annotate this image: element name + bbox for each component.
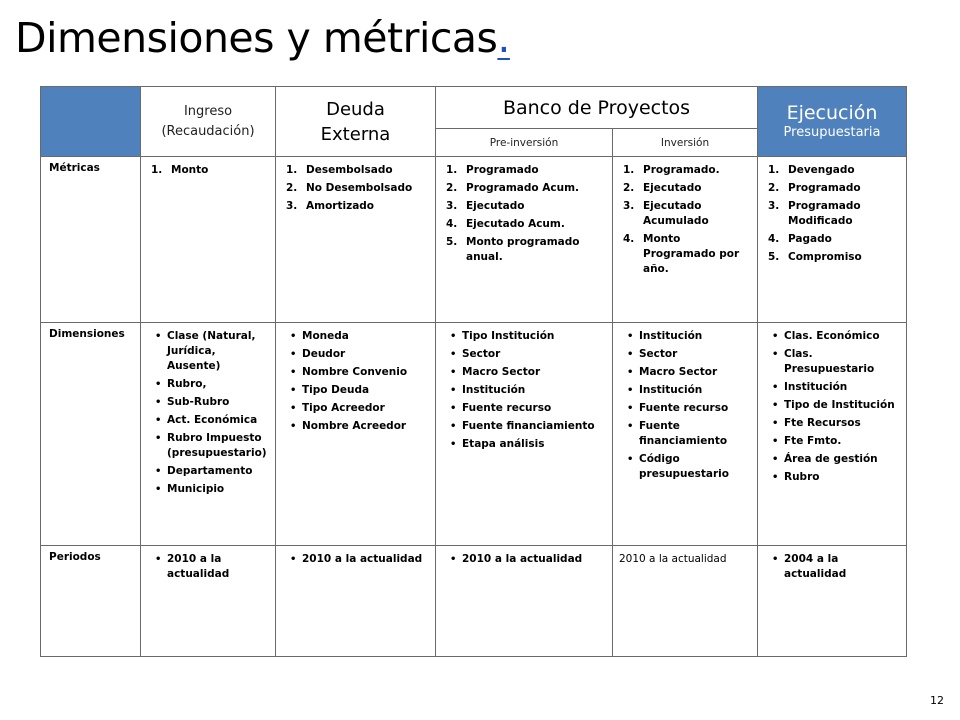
list-item: • Fte Recursos xyxy=(772,416,902,431)
dimensiones-inversion-list xyxy=(613,323,757,482)
header-preinversion xyxy=(436,129,613,157)
list-item: • Macro Sector xyxy=(450,365,608,380)
list-item: • Código presupuestario xyxy=(627,452,753,482)
list-item: 1. Programado xyxy=(446,164,539,176)
list-item: • Sector xyxy=(450,347,608,362)
list-item: • Nombre Acreedor xyxy=(290,419,431,434)
header-ejecucion-line1: Ejecución xyxy=(786,102,878,124)
list-item: 5. Monto programado anual. xyxy=(446,236,580,263)
dimensiones-deuda-list xyxy=(276,323,435,434)
list-item: • Rubro, xyxy=(155,377,271,392)
header-ejecucion-line2: Presupuestaria xyxy=(783,125,881,140)
periodos-preinversion-list xyxy=(436,546,612,567)
list-item: • Institución xyxy=(627,383,753,398)
list-item: • Moneda xyxy=(290,329,431,344)
metricas-inversion-list xyxy=(613,157,757,277)
list-item: 4. Monto Programado por año. xyxy=(623,233,740,275)
metricas-deuda-list xyxy=(276,157,435,214)
list-item: • Tipo Deuda xyxy=(290,383,431,398)
row-label-dimensiones: Dimensiones xyxy=(41,323,141,546)
row-metricas xyxy=(41,157,907,323)
list-item: • Institución xyxy=(450,383,608,398)
list-item: • Clase (Natural, Jurídica, Ausente) xyxy=(155,329,271,374)
header-ejecucion xyxy=(758,87,907,157)
header-preinversion-label: Pre-inversión xyxy=(489,136,559,149)
dimensiones-preinversion-list xyxy=(436,323,612,452)
list-item: • 2004 a la actualidad xyxy=(772,552,902,582)
list-item: • Act. Económica xyxy=(155,413,271,428)
list-item: • Etapa análisis xyxy=(450,437,608,452)
title-link-dot[interactable]: . xyxy=(497,14,510,62)
list-item: • Sub-Rubro xyxy=(155,395,271,410)
list-item: 1. Desembolsado xyxy=(286,164,393,176)
header-ingreso-line2: (Recaudación) xyxy=(161,123,255,139)
list-item: • Municipio xyxy=(155,482,271,497)
list-item: 1. Monto xyxy=(151,164,209,176)
list-item: 5. Compromiso xyxy=(768,251,862,263)
list-item: • 2010 a la actualidad xyxy=(290,552,431,567)
header-banco-proyectos xyxy=(436,87,758,129)
list-item: • Área de gestión xyxy=(772,452,902,467)
periodos-inversion-text: 2010 a la actualidad xyxy=(619,553,727,565)
list-item: • 2010 a la actualidad xyxy=(155,552,271,582)
list-item: • Fte Fmto. xyxy=(772,434,902,449)
header-deuda xyxy=(276,87,436,157)
metricas-preinversion-list xyxy=(436,157,612,265)
list-item: • Rubro Impuesto (presupuestario) xyxy=(155,431,271,461)
title-text: Dimensiones y métricas xyxy=(15,14,498,62)
list-item: 2. No Desembolsado xyxy=(286,182,413,194)
list-item: • Fuente recurso xyxy=(627,401,753,416)
dimensiones-ejecucion-list xyxy=(758,323,906,485)
list-item: • Departamento xyxy=(155,464,271,479)
list-item: • Clas. Económico xyxy=(772,329,902,344)
list-item: 1. Devengado xyxy=(768,164,855,176)
list-item: 2. Programado xyxy=(768,182,861,194)
list-item: • 2010 a la actualidad xyxy=(450,552,608,567)
header-ingreso-line1: Ingreso xyxy=(183,103,233,119)
header-deuda-line1: Deuda xyxy=(326,98,385,120)
list-item: • Tipo de Institución xyxy=(772,398,902,413)
dimensiones-ingreso-list xyxy=(141,323,275,497)
header-corner xyxy=(41,87,141,157)
header-deuda-line2: Externa xyxy=(320,123,391,145)
header-banco-label: Banco de Proyectos xyxy=(502,96,691,119)
list-item: • Sector xyxy=(627,347,753,362)
list-item: • Clas. Presupuestario xyxy=(772,347,902,377)
page-number: 12 xyxy=(930,694,944,707)
list-item: 4. Pagado xyxy=(768,233,832,245)
list-item: 3. Ejecutado Acumulado xyxy=(623,200,709,227)
header-inversion-label: Inversión xyxy=(660,136,710,149)
list-item: • Fuente recurso xyxy=(450,401,608,416)
list-item: • Fuente financiamiento xyxy=(450,419,608,434)
list-item: • Rubro xyxy=(772,470,902,485)
list-item: • Nombre Convenio xyxy=(290,365,431,380)
list-item: • Institución xyxy=(772,380,902,395)
metrics-table xyxy=(40,86,907,657)
row-label-metricas: Métricas xyxy=(41,157,141,323)
list-item: 3. Programado Modificado xyxy=(768,200,861,227)
list-item: 4. Ejecutado Acum. xyxy=(446,218,565,230)
list-item: • Fuente financiamiento xyxy=(627,419,753,449)
list-item: 2. Ejecutado xyxy=(623,182,702,194)
metricas-ingreso-list xyxy=(141,157,275,178)
periodos-deuda-list xyxy=(276,546,435,567)
list-item: 2. Programado Acum. xyxy=(446,182,580,194)
list-item: 3. Ejecutado xyxy=(446,200,525,212)
row-periodos xyxy=(41,546,907,657)
header-inversion xyxy=(613,129,758,157)
periodos-ingreso-list xyxy=(141,546,275,582)
row-label-periodos: Periodos xyxy=(41,546,141,657)
metricas-ejecucion-list xyxy=(758,157,906,265)
list-item: • Deudor xyxy=(290,347,431,362)
header-ingreso xyxy=(141,87,276,157)
row-dimensiones xyxy=(41,323,907,546)
slide-title xyxy=(15,10,510,66)
list-item: 3. Amortizado xyxy=(286,200,375,212)
list-item: 1. Programado. xyxy=(623,164,720,176)
list-item: • Institución xyxy=(627,329,753,344)
list-item: • Tipo Institución xyxy=(450,329,608,344)
list-item: • Tipo Acreedor xyxy=(290,401,431,416)
periodos-ejecucion-list xyxy=(758,546,906,582)
list-item: • Macro Sector xyxy=(627,365,753,380)
